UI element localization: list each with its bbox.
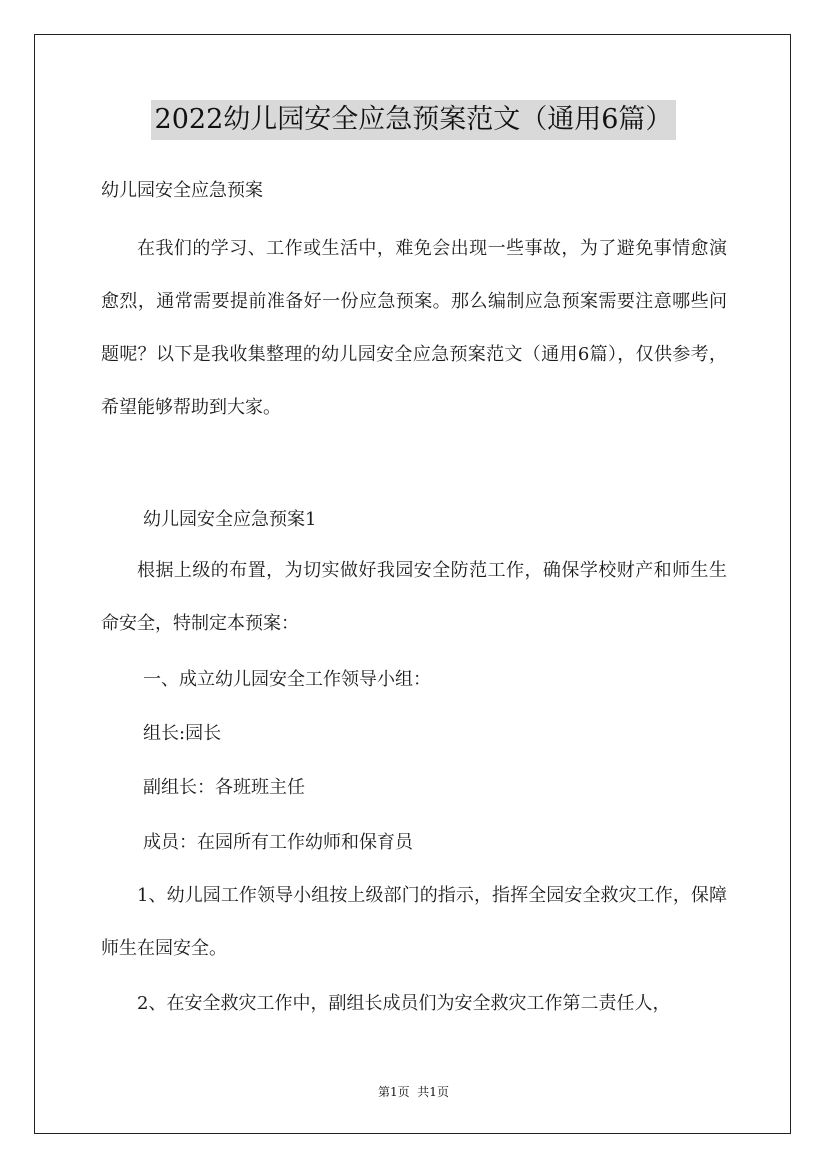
- intro-paragraph: 在我们的学习、工作或生活中，难免会出现一些事故，为了避免事情愈演愈烈，通常需要提前准备好一份应急预案。那么编制应急预案需要注意哪些问题呢？以下是我收集整理的幼儿园安全应急预案范文（通用6篇），仅供参考，希望能够帮助到大家。: [101, 238, 727, 418]
- section-heading: 幼儿园安全应急预案1: [143, 509, 317, 530]
- deputy-line: 副组长：各班班主任: [143, 777, 305, 798]
- document-title: 2022幼儿园安全应急预案范文（通用6篇）: [151, 100, 677, 140]
- point-2-paragraph: 2、在安全救灾工作中，副组长成员们为安全救灾工作第二责任人，: [137, 993, 671, 1014]
- section-paragraph: 根据上级的布置，为切实做好我园安全防范工作，确保学校财产和师生生命安全，特制定本预案：: [101, 560, 727, 634]
- document-subtitle: 幼儿园安全应急预案: [101, 180, 263, 201]
- title-container: [0, 100, 827, 140]
- point-1-paragraph: 1、幼儿园工作领导小组按上级部门的指示，指挥全园安全救灾工作，保障师生在园安全。: [101, 885, 727, 959]
- leader-line: 组长:园长: [143, 723, 222, 744]
- group-heading: 一、成立幼儿园安全工作领导小组：: [143, 669, 431, 690]
- page-footer: 第1页 共1页: [378, 1085, 449, 1099]
- members-line: 成员：在园所有工作幼师和保育员: [143, 832, 413, 853]
